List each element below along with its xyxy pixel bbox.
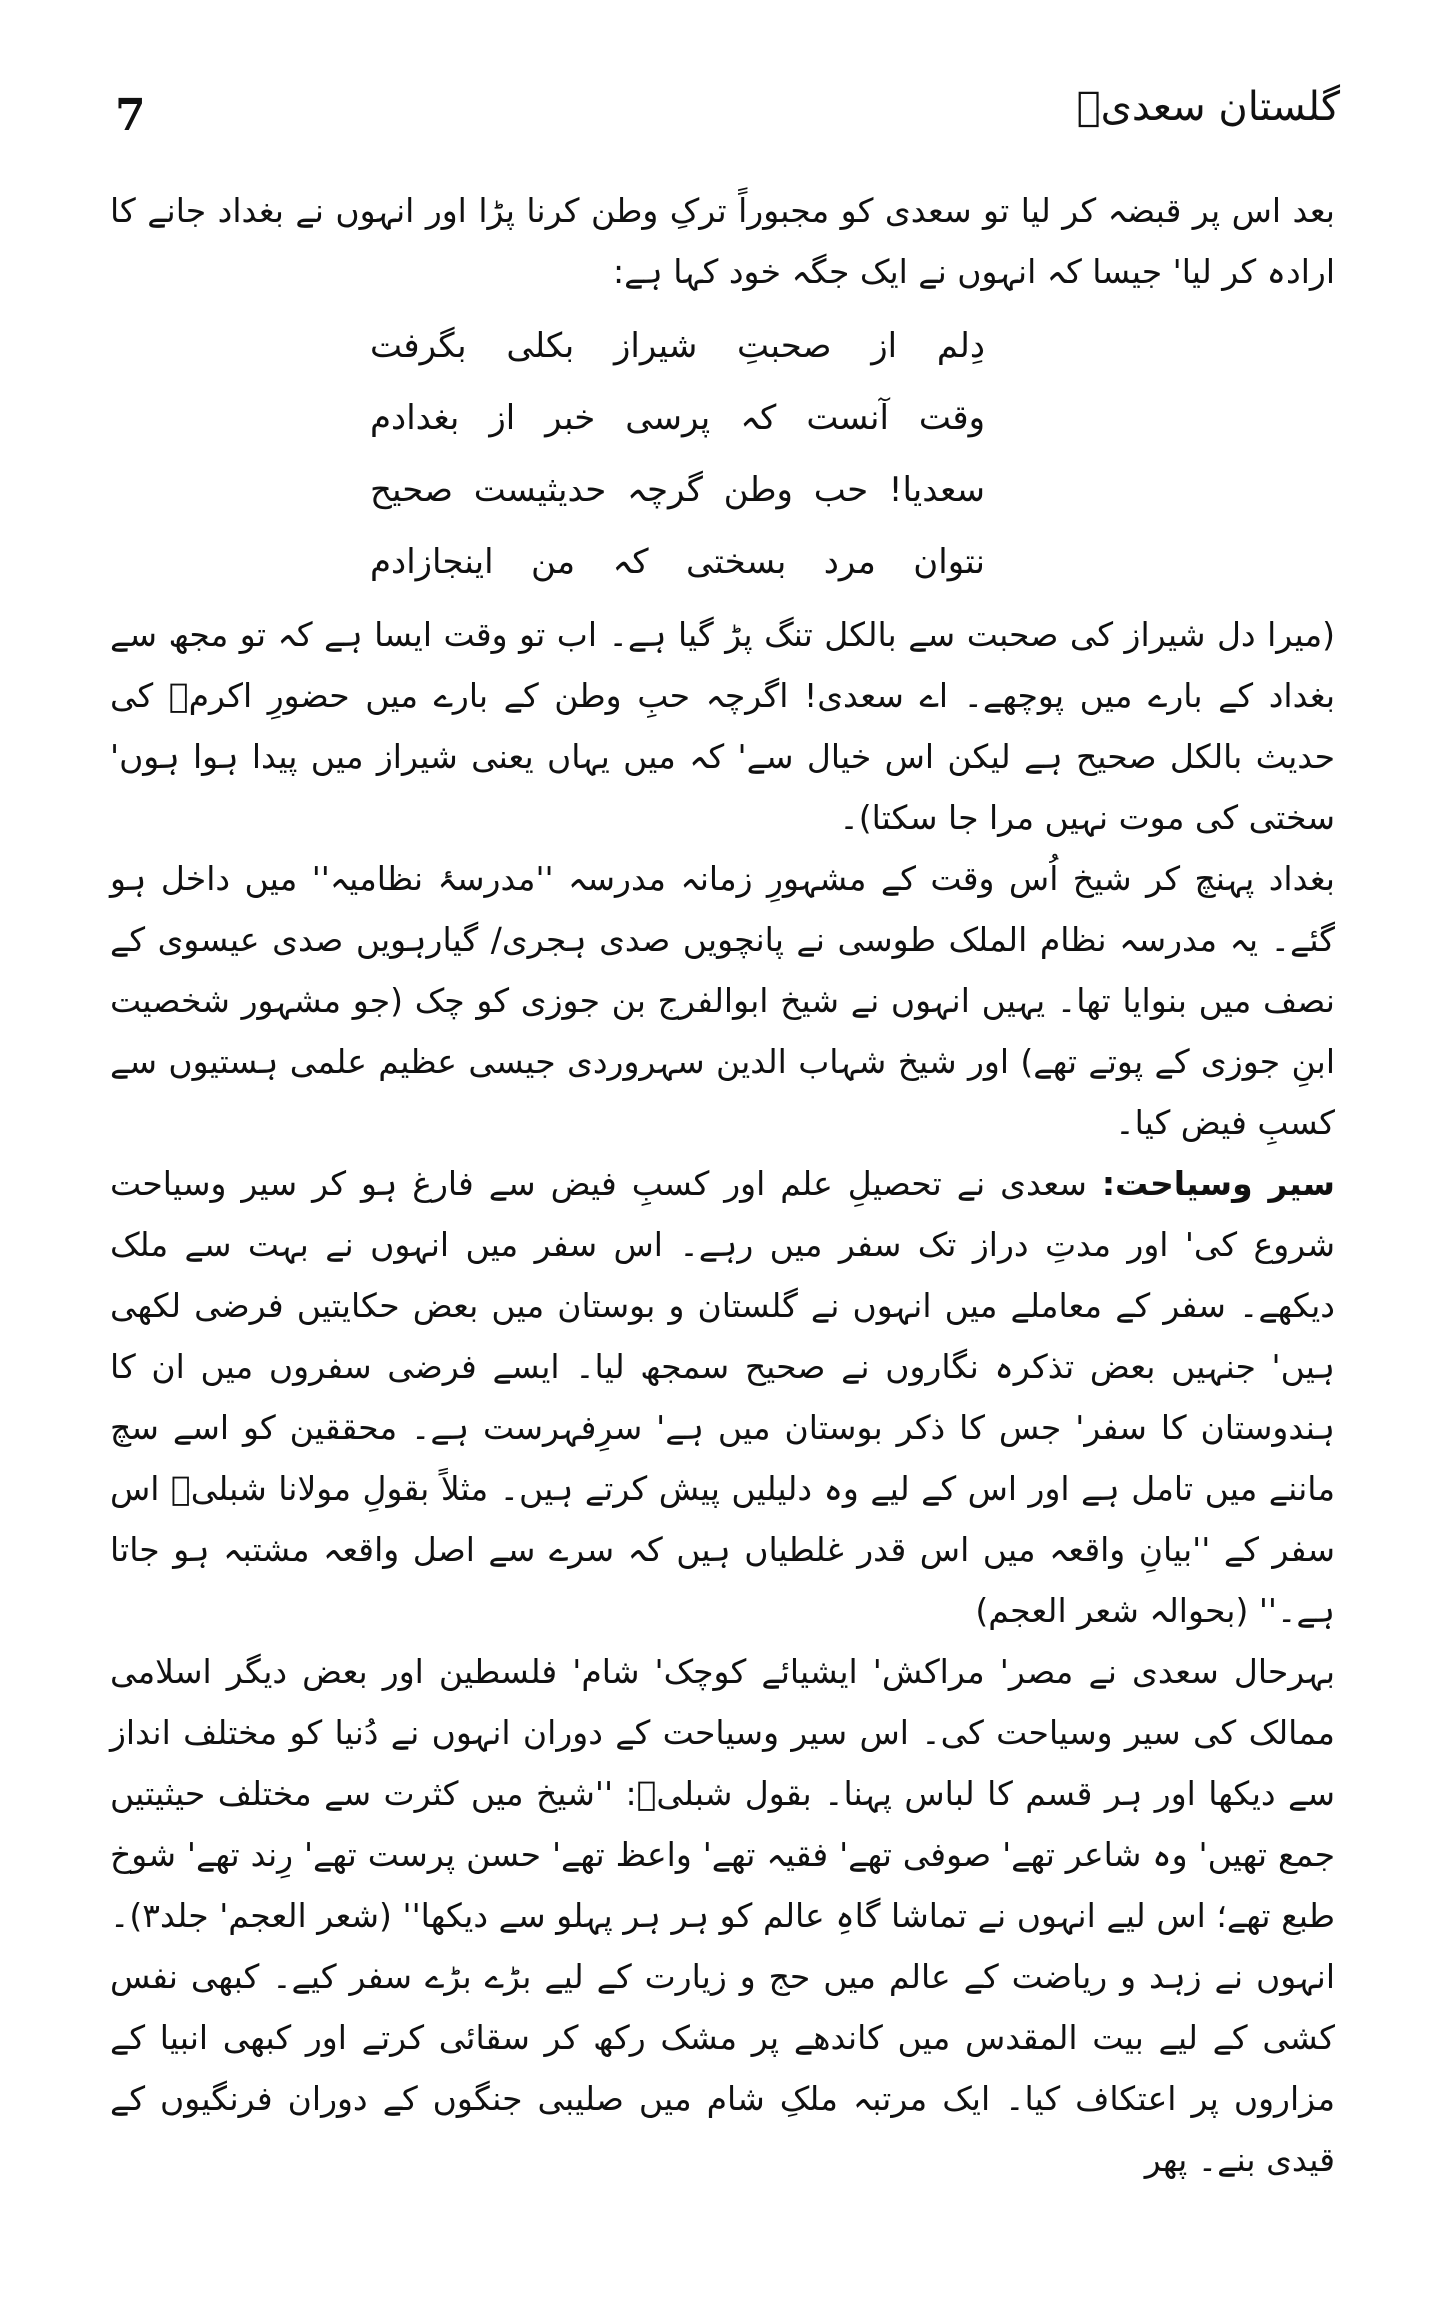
body-text	[110, 180, 1335, 2190]
poem-verse: سعدیا! حب وطن گرچہ حدیثیست صحیح	[370, 470, 985, 510]
page-header	[95, 60, 1350, 170]
paragraph-travels	[110, 1153, 1335, 1641]
paragraph-travels-text: سعدی نے تحصیلِ علم اور کسبِ فیض سے فارغ ہو کر سیر وسیاحت شروع کی' اور مدتِ دراز تک سفر میں رہے۔ اس سفر میں انہوں نے بہت سے ملک دیکھے۔ سفر کے معاملے میں انہوں نے گلستان و بوستان میں بعض حکایتیں فرضی لکھی ہیں' جنہیں بعض تذکرہ نگاروں نے صحیح سمجھ لیا۔ ایسے فرضی سفروں میں ان کا ہندوستان کا سفر' جس کا ذکر بوستان میں ہے' سرِفہرست ہے۔ محققین کو اسے سچ ماننے میں تامل ہے اور اس کے لیے وہ دلیلیں پیش کرتے ہیں۔ مثلاً بقولِ مولانا شبلیؒ اس سفر کے ''بیانِ واقعہ میں اس قدر غلطیاں ہیں کہ سرے سے اصل واقعہ مشتبہ ہو جاتا ہے۔'' (بحوالہ شعر العجم)	[110, 1164, 1335, 1630]
paragraph-translation: (میرا دل شیراز کی صحبت سے بالکل تنگ پڑ گیا ہے۔ اب تو وقت ایسا ہے کہ تو مجھ سے بغداد کے بارے میں پوچھے۔ اے سعدی! اگرچہ حبِ وطن کے بارے میں حضورِ اکرمؐ کی حدیث بالکل صحیح ہے لیکن اس خیال سے' کہ میں یہاں یعنی شیراز میں پیدا ہوا ہوں' سختی کی موت نہیں مرا جا سکتا)۔	[110, 615, 1335, 837]
paragraph-intro: بعد اس پر قبضہ کر لیا تو سعدی کو مجبوراً ترکِ وطن کرنا پڑا اور انہوں نے بغداد جانے کا ارادہ کر لیا' جیسا کہ انہوں نے ایک جگہ خود کہا ہے:	[110, 191, 1335, 291]
page-number: 7	[115, 90, 146, 141]
poem-verse: دِلم از صحبتِ شیراز بکلی بگرفت	[370, 326, 985, 366]
poem-verse: نتوان مرد بسختی کہ من اینجازادم	[370, 542, 985, 582]
running-title: گلستان سعدیؒ	[1076, 84, 1340, 130]
poem-verse: وقت آنست کہ پرسی خبر از بغدادم	[370, 398, 985, 438]
paragraph-baghdad: بغداد پہنچ کر شیخ اُس وقت کے مشہورِ زمانہ مدرسہ ''مدرسۂ نظامیہ'' میں داخل ہو گئے۔ یہ مدرسہ نظام الملک طوسی نے پانچویں صدی ہجری/ گیارہویں صدی عیسوی کے نصف میں بنوایا تھا۔ یہیں انہوں نے شیخ ابوالفرج بن جوزی کو چک (جو مشہور شخصیت ابنِ جوزی کے پوتے تھے) اور شیخ شہاب الدین سہروردی جیسی عظیم علمی ہستیوں سے کسبِ فیض کیا۔	[110, 859, 1335, 1142]
paragraph-journeys: بہرحال سعدی نے مصر' مراکش' ایشیائے کوچک' شام' فلسطین اور بعض دیگر اسلامی ممالک کی سیر وسیاحت کی۔ اس سیر وسیاحت کے دوران انہوں نے دُنیا کو مختلف انداز سے دیکھا اور ہر قسم کا لباس پہنا۔ بقول شبلیؒ: ''شیخ میں کثرت سے مختلف حیثیتیں جمع تھیں' وہ شاعر تھے' صوفی تھے' فقیہ تھے' واعظ تھے' حسن پرست تھے' رِند تھے' شوخ طبع تھے؛ اس لیے انہوں نے تماشا گاہِ عالم کو ہر ہر پہلو سے دیکھا'' (شعر العجم' جلد۳)۔ انہوں نے زہد و ریاضت کے عالم میں حج و زیارت کے لیے بڑے بڑے سفر کیے۔ کبھی نفس کشی کے لیے بیت المقدس میں کاندھے پر مشک رکھ کر سقائی کرتے اور کبھی انبیا کے مزاروں پر اعتکاف کیا۔ ایک مرتبہ ملکِ شام میں صلیبی جنگوں کے دوران فرنگیوں کے قیدی بنے۔ پھر	[110, 1652, 1335, 2179]
section-heading: سیر وسیاحت:	[1101, 1164, 1335, 1203]
persian-poem	[110, 310, 1335, 598]
